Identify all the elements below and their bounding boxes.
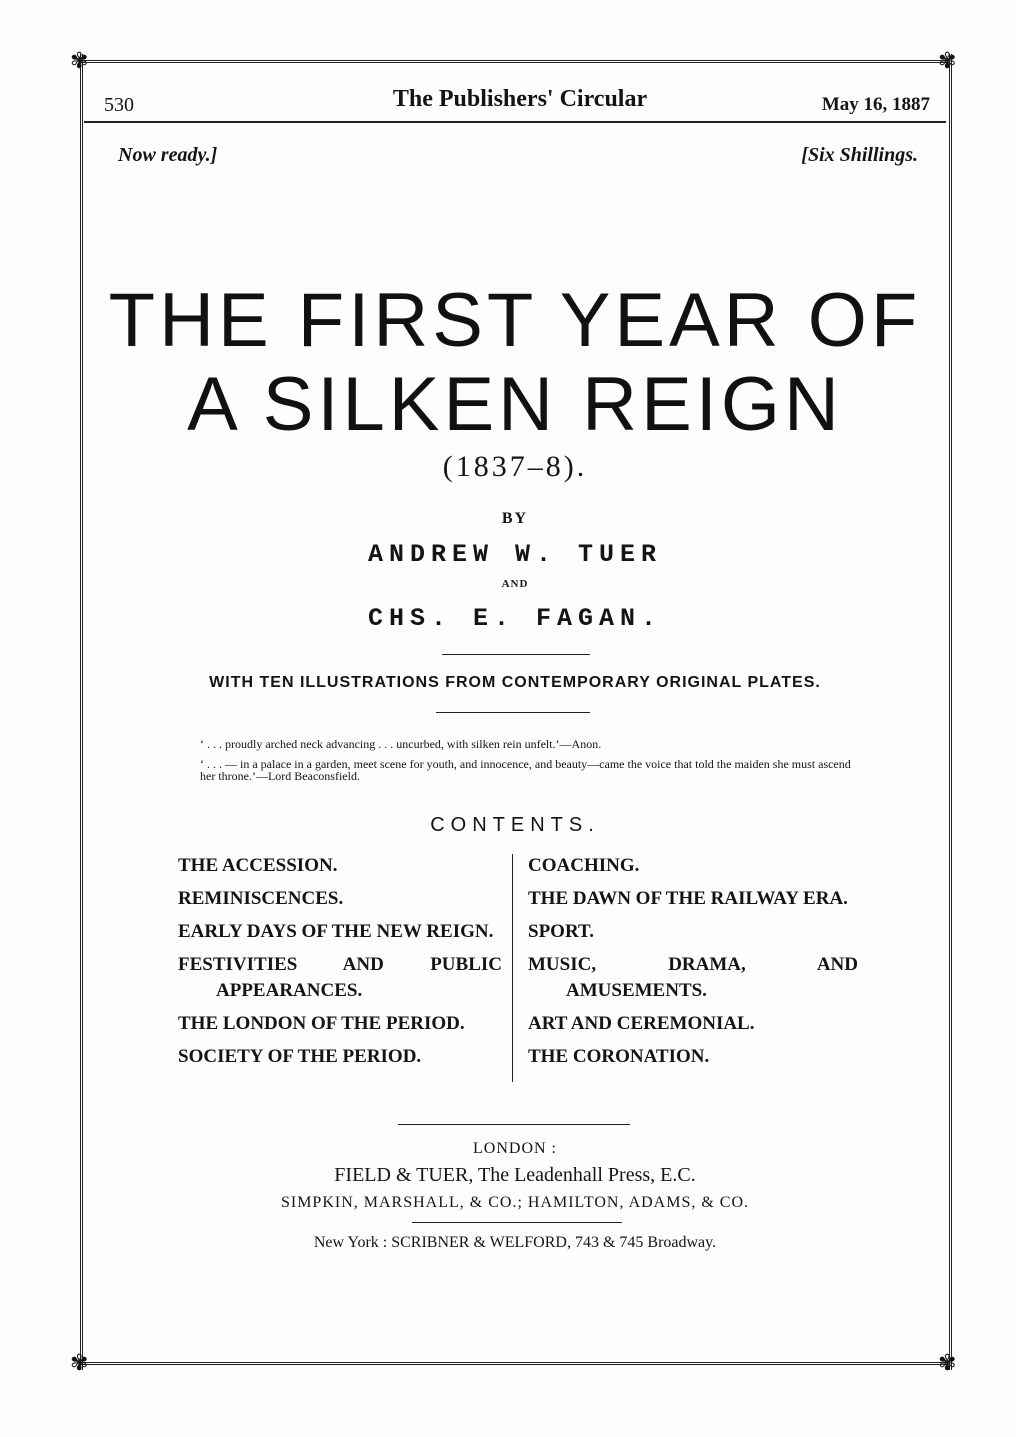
price-note: [Six Shillings. xyxy=(801,144,918,166)
divider xyxy=(412,1222,622,1223)
contents-heading: CONTENTS. xyxy=(430,814,600,836)
column-divider xyxy=(512,854,513,1082)
contents-item: MUSIC, DRAMA, AND AMUSEMENTS. xyxy=(528,954,858,1001)
imprint-distributors: SIMPKIN, MARSHALL, & CO.; HAMILTON, ADAMS, & CO. xyxy=(280,1194,750,1211)
epigraph-2: ‘ . . . — in a palace in a garden, meet scene for youth, and innocence, and beauty—came the voice that told the maiden she must ascend her throne.’—Lord Beaconsfield. xyxy=(200,757,851,783)
illustrations-note: WITH TEN ILLUSTRATIONS FROM CONTEMPORARY ORIGINAL PLATES. xyxy=(209,674,821,691)
corner-ornament-icon: ✾ xyxy=(938,1350,957,1375)
divider xyxy=(398,1124,630,1125)
contents-right-column xyxy=(528,853,858,1077)
corner-ornament-icon: ✾ xyxy=(70,48,89,73)
imprint-new-york: New York : SCRIBNER & WELFORD, 743 & 745 Broadway. xyxy=(313,1234,717,1251)
book-title-line-2: A SILKEN REIGN xyxy=(187,362,843,447)
contents-item: SOCIETY OF THE PERIOD. xyxy=(178,1046,422,1067)
header-rule xyxy=(84,121,946,123)
corner-ornament-icon: ✾ xyxy=(70,1350,89,1375)
contents-item: EARLY DAYS OF THE NEW REIGN. xyxy=(178,921,494,942)
divider xyxy=(436,712,590,713)
imprint-city: LONDON : xyxy=(473,1140,557,1157)
availability-note: Now ready.] xyxy=(118,144,218,166)
issue-date: May 16, 1887 xyxy=(821,94,930,115)
and-label: AND xyxy=(501,578,529,590)
epigraph-1: ‘ . . . proudly arched neck advancing . . . uncurbed, with silken rein unfelt.’—Anon. xyxy=(200,737,602,751)
contents-left-column xyxy=(178,853,502,1077)
book-years: (1837–8). xyxy=(442,450,588,483)
bottom-rule xyxy=(80,1362,950,1365)
contents-item: THE ACCESSION. xyxy=(178,855,338,876)
contents-item: REMINISCENCES. xyxy=(178,888,344,909)
page-number: 530 xyxy=(104,94,134,116)
contents-item: THE LONDON OF THE PERIOD. xyxy=(178,1013,465,1034)
book-title-line-1: THE FIRST YEAR OF xyxy=(108,278,922,363)
top-rule xyxy=(80,60,950,63)
divider xyxy=(442,654,590,655)
by-label: BY xyxy=(501,510,529,527)
author-1: ANDREW W. TUER xyxy=(367,540,663,569)
contents-item: ART AND CEREMONIAL. xyxy=(528,1013,755,1034)
author-2: CHS. E. FAGAN. xyxy=(367,604,663,633)
imprint-publisher: FIELD & TUER, The Leadenhall Press, E.C. xyxy=(334,1164,696,1186)
contents-item: FESTIVITIES AND PUBLIC APPEARANCES. xyxy=(178,954,502,1001)
corner-ornament-icon: ✾ xyxy=(938,48,957,73)
contents-item: COACHING. xyxy=(528,855,640,876)
contents-item: THE CORONATION. xyxy=(528,1046,710,1067)
contents-item: SPORT. xyxy=(528,921,595,942)
contents-item: THE DAWN OF THE RAILWAY ERA. xyxy=(528,888,848,909)
running-title: The Publishers' Circular xyxy=(392,86,648,112)
